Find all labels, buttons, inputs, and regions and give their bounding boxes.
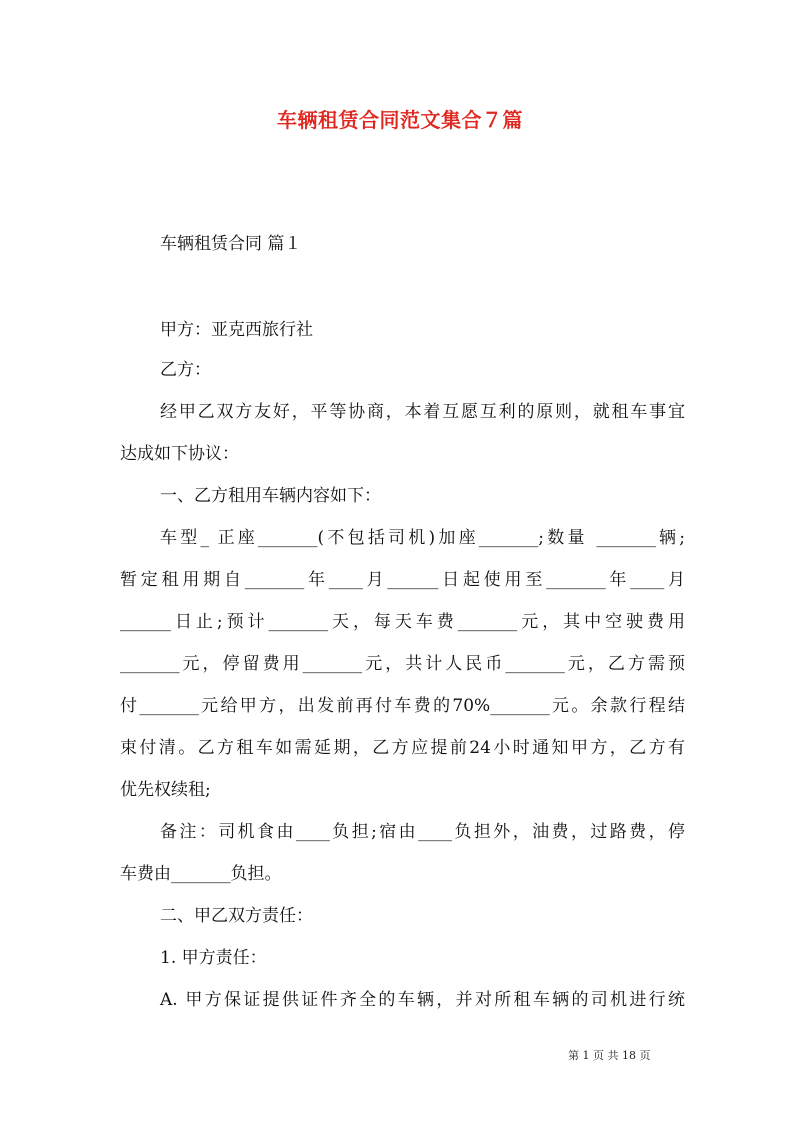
sub-clause-a-line: A. 甲方保证提供证件齐全的车辆，并对所租车辆的司机进行统 [160, 990, 685, 1010]
party-a-line: 甲方：亚克西旅行社 [160, 320, 313, 340]
note-line-1: 备注：司机食由____负担;宿由____负担外，油费，过路费，停 [160, 822, 685, 842]
intro-paragraph-line-2: 达成如下协议： [120, 444, 239, 464]
section-heading: 车辆租赁合同 篇１ [160, 234, 302, 254]
clause-1-line-5: 付_______元给甲方，出发前再付车费的70%_______元。余款行程结 [120, 696, 685, 716]
clause-1-line-3: ______日止;预计_______天，每天车费_______元，其中空驶费用 [120, 612, 685, 632]
page-number-footer: 第 1 页 共 18 页 [568, 1049, 651, 1062]
clause-1-line-4: _______元，停留费用_______元，共计人民币_______元，乙方需预 [120, 654, 685, 674]
clause-1-line-7: 优先权续租; [120, 780, 211, 800]
sub-clause-1-heading: 1. 甲方责任： [160, 948, 267, 968]
clause-1-line-1: 车型_ 正座_______(不包括司机)加座_______;数量 _______辆; [160, 528, 685, 548]
party-b-line: 乙方： [160, 360, 211, 380]
clause-1-line-2: 暂定租用期自_______年____月______日起使用至_______年____月 [120, 570, 685, 590]
clause-2-heading: 二、甲乙双方责任： [160, 906, 313, 926]
clause-1-heading: 一、乙方租用车辆内容如下： [160, 486, 381, 506]
clause-1-line-6: 束付清。乙方租车如需延期，乙方应提前24小时通知甲方，乙方有 [120, 738, 685, 758]
document-title: 车辆租赁合同范文集合７篇 [277, 108, 523, 132]
intro-paragraph-line-1: 经甲乙双方友好，平等协商，本着互愿互利的原则，就租车事宜 [160, 402, 685, 422]
note-line-2: 车费由_______负担。 [120, 864, 282, 884]
